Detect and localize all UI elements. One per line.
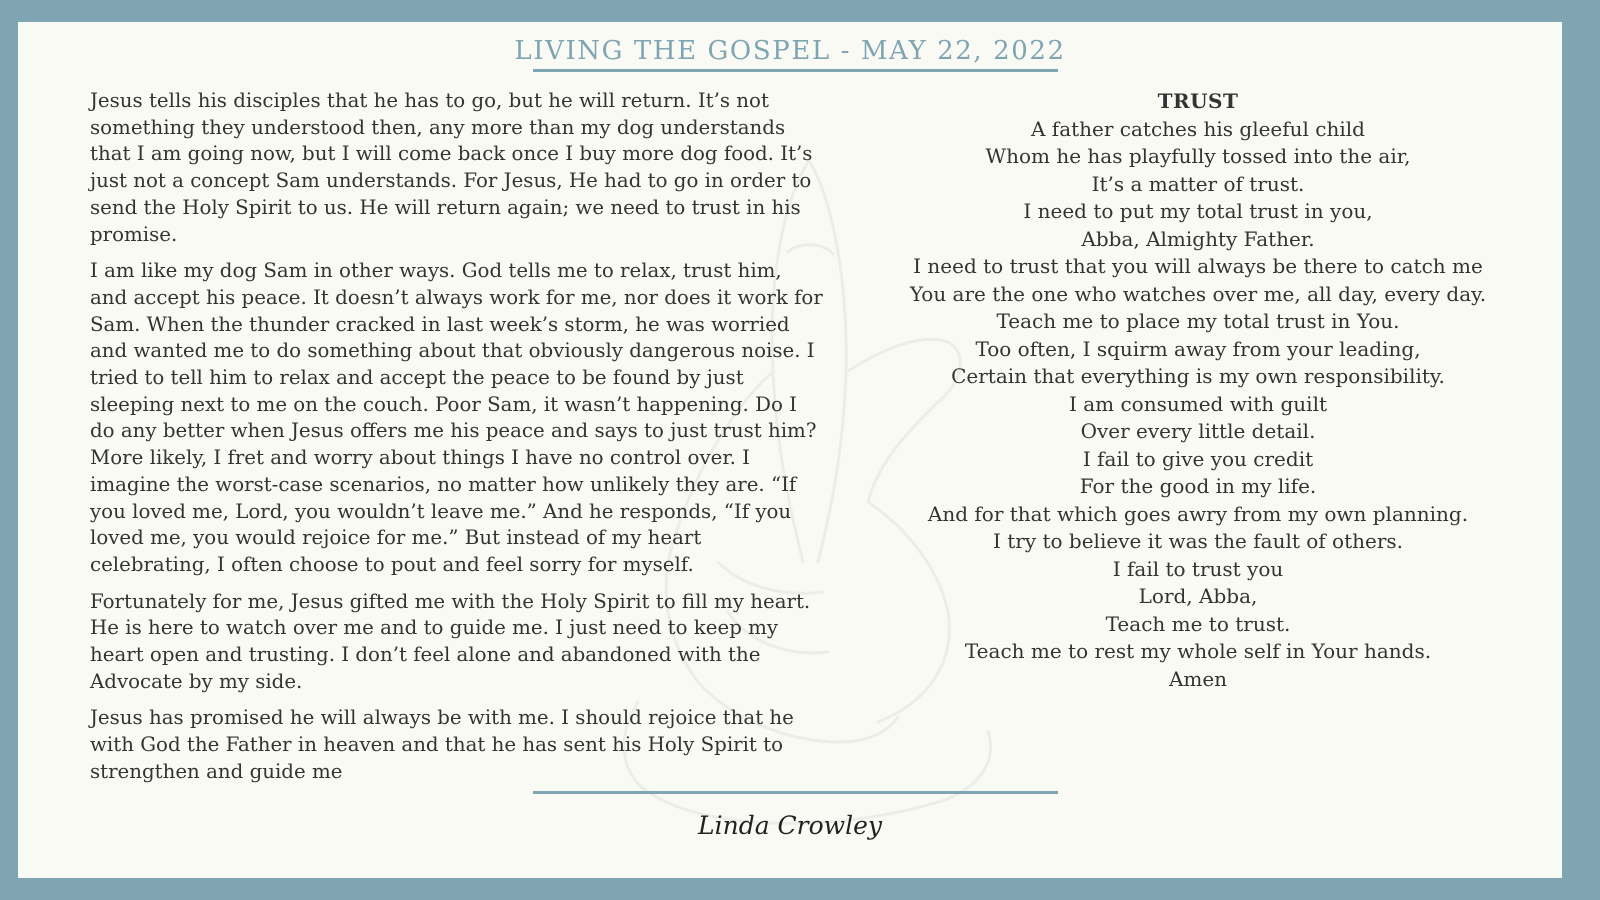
poem-line: Too often, I squirm away from your leading, xyxy=(975,336,1421,361)
reflection-paragraph: Fortunately for me, Jesus gifted me with the Holy Spirit to fill my heart. He is here to watch over me and to guide me. I just need to keep my heart open and trusting. I don’t feel alone and abandoned with the Advocate by my side. xyxy=(90,589,811,693)
poem-line: For the good in my life. xyxy=(1079,474,1317,498)
poem-title: TRUST xyxy=(1157,89,1239,113)
poem-line: Teach me to place my total trust in You. xyxy=(996,309,1400,333)
poem-line: I fail to trust you xyxy=(1112,556,1284,581)
footer-divider xyxy=(533,791,1058,794)
poem-line: It’s a matter of trust. xyxy=(1091,171,1305,196)
poem-line: I try to believe it was the fault of others. xyxy=(992,529,1404,553)
devotional-card xyxy=(18,22,1562,878)
poem-line: Teach me to trust. xyxy=(1105,611,1291,636)
poem-line: I fail to give you credit xyxy=(1082,446,1314,471)
poem-line: I need to put my total trust in you, xyxy=(1023,199,1373,223)
reflection-text xyxy=(90,88,825,796)
poem-line: Certain that everything is my own responsibility. xyxy=(951,364,1445,388)
poem-line: And for that which goes awry from my own planning. xyxy=(927,501,1469,526)
poem xyxy=(898,88,1498,693)
page-title: LIVING THE GOSPEL - MAY 22, 2022 xyxy=(514,36,1066,66)
author-signature: Linda Crowley xyxy=(698,811,882,840)
title-divider xyxy=(533,69,1058,72)
reflection-paragraph: Jesus has promised he will always be with me. I should rejoice that he with God the Father in heaven and that he has sent his Holy Spirit to strengthen and guide me xyxy=(90,706,794,783)
reflection-paragraph: I am like my dog Sam in other ways. God tells me to relax, trust him, and accept his peace. It doesn’t always work for me, nor does it work for Sam. When the thunder cracked in last week’s storm, he was worried and wanted me to do something about that obviously dangerous noise. I tried to tell him to relax and accept the peace to be found by just sleeping next to me on the couch. Poor Sam, it wasn’t happening. Do I do any better when Jesus offers me his peace and says to just trust him? More likely, I fret and worry about things I have no control over. I imagine the worst-case scenarios, no matter how unlikely they are. “If you loved me, Lord, you wouldn’t leave me.” And he responds, “If you loved me, you would rejoice for me.” But instead of my heart celebrating, I often choose to pout and feel sorry for myself. xyxy=(90,259,823,576)
poem-line: Teach me to rest my whole self in Your hands. xyxy=(964,639,1432,663)
poem-line: Over every little detail. xyxy=(1080,419,1316,443)
poem-line: Whom he has playfully tossed into the air, xyxy=(985,144,1411,168)
reflection-paragraph: Jesus tells his disciples that he has to go, but he will return. It’s not something they understood then, any more than my dog understands that I am going now, but I will come back once I buy more dog food. It’s just not a concept Sam understands. For Jesus, He had to go in order to send the Holy Spirit to us. He will return again; we need to trust in his promise. xyxy=(90,89,813,246)
poem-line: I am consumed with guilt xyxy=(1068,391,1328,416)
poem-line: I need to trust that you will always be there to catch me xyxy=(913,254,1483,278)
poem-line: Amen xyxy=(1168,666,1228,691)
poem-line: Lord, Abba, xyxy=(1138,584,1258,608)
poem-line: Abba, Almighty Father. xyxy=(1081,226,1315,251)
poem-line: You are the one who watches over me, all day, every day. xyxy=(909,281,1487,306)
poem-line: A father catches his gleeful child xyxy=(1031,116,1365,141)
